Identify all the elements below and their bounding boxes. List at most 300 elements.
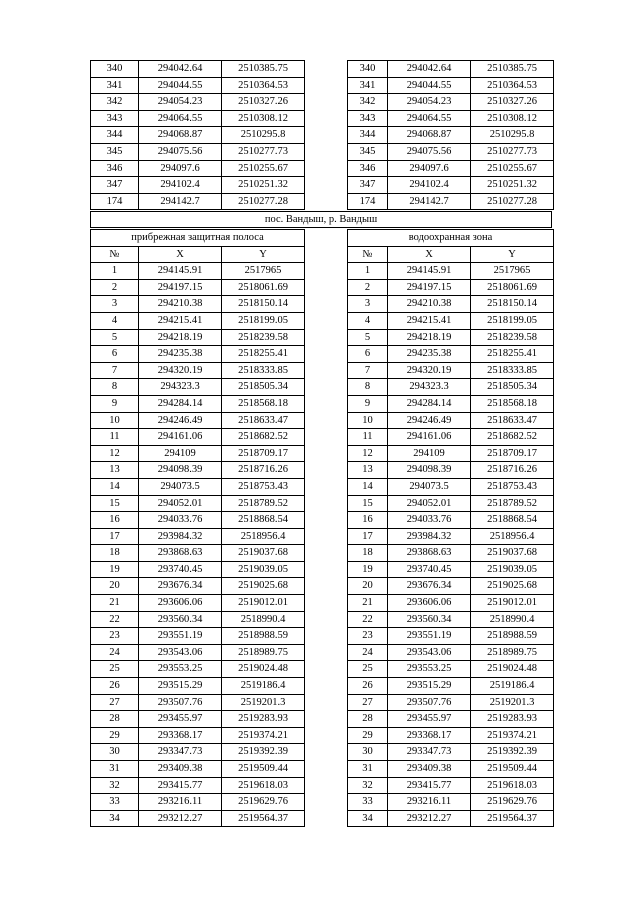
cell-x: 294064.55 [139,110,222,127]
cell-x: 294044.55 [388,77,471,94]
table-row [348,395,554,412]
cell-num: 10 [348,412,388,429]
table-row [91,711,305,728]
cell-num: 1 [348,263,388,280]
cell-y: 2519283.93 [222,711,305,728]
cell-y: 2518239.58 [222,329,305,346]
header-y: Y [471,246,554,263]
cell-x: 293868.63 [139,545,222,562]
cell-y: 2518333.85 [222,362,305,379]
cell-y: 2518716.26 [471,462,554,479]
cell-y: 2518789.52 [471,495,554,512]
table-row [348,661,554,678]
cell-y: 2518199.05 [222,312,305,329]
cell-num: 342 [348,94,388,111]
table-row [91,279,305,296]
cell-num: 29 [91,727,139,744]
cell-num: 32 [348,777,388,794]
cell-x: 293560.34 [388,611,471,628]
table-row [348,678,554,695]
cell-x: 294102.4 [139,177,222,194]
table-row [91,561,305,578]
table-row [348,263,554,280]
cell-y: 2518753.43 [471,478,554,495]
cell-x: 294109 [139,445,222,462]
table-row [91,644,305,661]
cell-num: 33 [348,794,388,811]
table-row [348,794,554,811]
cell-x: 294246.49 [139,412,222,429]
cell-num: 29 [348,727,388,744]
cell-y: 2510277.28 [471,193,554,210]
table-row [91,143,305,160]
coastal-protection-strip-table [90,229,305,827]
cell-num: 23 [348,628,388,645]
table-body [348,230,554,263]
cell-x: 294218.19 [139,329,222,346]
cell-num: 1 [91,263,139,280]
cell-num: 344 [348,127,388,144]
cell-num: 8 [91,379,139,396]
cell-num: 345 [91,143,139,160]
cell-num: 21 [91,595,139,612]
cell-num: 14 [348,478,388,495]
cell-x: 294197.15 [388,279,471,296]
table-row [348,744,554,761]
cell-x: 294075.56 [139,143,222,160]
cell-y: 2518199.05 [471,312,554,329]
cell-y: 2518682.52 [222,429,305,446]
cell-x: 293415.77 [139,777,222,794]
table-row [348,727,554,744]
cell-x: 294054.23 [388,94,471,111]
coordinates-table-top-right [347,60,554,210]
cell-y: 2519618.03 [222,777,305,794]
cell-num: 28 [348,711,388,728]
cell-y: 2510327.26 [222,94,305,111]
cell-y: 2518255.41 [222,346,305,363]
cell-x: 293409.38 [388,761,471,778]
cell-x: 294197.15 [139,279,222,296]
table-row [91,578,305,595]
cell-x: 293515.29 [388,678,471,695]
table-row [91,678,305,695]
cell-y: 2519374.21 [471,727,554,744]
cell-y: 2519039.05 [222,561,305,578]
cell-y: 2518956.4 [471,528,554,545]
cell-num: 341 [91,77,139,94]
cell-num: 346 [348,160,388,177]
cell-x: 294284.14 [388,395,471,412]
cell-y: 2519024.48 [222,661,305,678]
cell-y: 2510255.67 [471,160,554,177]
cell-x: 294033.76 [139,512,222,529]
cell-y: 2510251.32 [471,177,554,194]
table-row [91,628,305,645]
cell-x: 293676.34 [139,578,222,595]
cell-x: 293455.97 [388,711,471,728]
table-row [348,312,554,329]
cell-x: 294210.38 [388,296,471,313]
cell-y: 2519629.76 [471,794,554,811]
zone-title: прибрежная защитная полоса [91,230,305,247]
cell-y: 2519025.68 [471,578,554,595]
table-row [91,462,305,479]
cell-y: 2519186.4 [471,678,554,695]
cell-y: 2518709.17 [471,445,554,462]
cell-num: 4 [348,312,388,329]
cell-x: 294033.76 [388,512,471,529]
table-row [348,512,554,529]
table-row [91,312,305,329]
cell-num: 24 [91,644,139,661]
table-row [348,362,554,379]
cell-y: 2518709.17 [222,445,305,462]
cell-y: 2517965 [471,263,554,280]
cell-x: 294284.14 [139,395,222,412]
table-row [91,110,305,127]
table-row [91,346,305,363]
table-row [91,528,305,545]
cell-x: 294246.49 [388,412,471,429]
cell-y: 2518150.14 [471,296,554,313]
cell-num: 33 [91,794,139,811]
cell-y: 2519618.03 [471,777,554,794]
cell-x: 293676.34 [388,578,471,595]
table-row [91,362,305,379]
cell-x: 293415.77 [388,777,471,794]
cell-num: 347 [348,177,388,194]
cell-x: 293551.19 [388,628,471,645]
table-row [348,143,554,160]
cell-y: 2518150.14 [222,296,305,313]
cell-num: 22 [91,611,139,628]
cell-x: 293553.25 [388,661,471,678]
cell-num: 340 [348,61,388,78]
cell-y: 2519186.4 [222,678,305,695]
cell-num: 3 [91,296,139,313]
cell-y: 2518568.18 [222,395,305,412]
cell-x: 294097.6 [139,160,222,177]
cell-num: 31 [91,761,139,778]
table-body [91,263,305,827]
cell-x: 293212.27 [388,810,471,827]
cell-y: 2510277.28 [222,193,305,210]
cell-num: 7 [91,362,139,379]
table-row [348,478,554,495]
cell-y: 2518505.34 [471,379,554,396]
cell-num: 26 [348,678,388,695]
table-row [91,395,305,412]
header-row [348,246,554,263]
cell-num: 2 [348,279,388,296]
cell-y: 2518868.54 [471,512,554,529]
cell-num: 9 [91,395,139,412]
cell-x: 294320.19 [388,362,471,379]
cell-num: 27 [348,694,388,711]
cell-num: 34 [348,810,388,827]
table-row [91,761,305,778]
cell-y: 2518505.34 [222,379,305,396]
cell-y: 2518061.69 [222,279,305,296]
cell-y: 2510255.67 [222,160,305,177]
header-row [91,246,305,263]
table-row [348,545,554,562]
cell-y: 2518988.59 [471,628,554,645]
header-num: № [348,246,388,263]
cell-x: 293984.32 [139,528,222,545]
cell-y: 2519564.37 [222,810,305,827]
cell-x: 293216.11 [388,794,471,811]
cell-y: 2518753.43 [222,478,305,495]
cell-y: 2519509.44 [222,761,305,778]
cell-num: 5 [348,329,388,346]
cell-x: 294323.3 [388,379,471,396]
table-row [348,177,554,194]
cell-x: 293553.25 [139,661,222,678]
table-row [91,495,305,512]
cell-x: 294320.19 [139,362,222,379]
cell-num: 15 [91,495,139,512]
table-row [348,193,554,210]
cell-x: 294161.06 [139,429,222,446]
table-row [348,61,554,78]
cell-num: 22 [348,611,388,628]
cell-y: 2519201.3 [222,694,305,711]
table-body [91,61,305,210]
cell-x: 293216.11 [139,794,222,811]
cell-y: 2510295.8 [471,127,554,144]
cell-x: 294142.7 [139,193,222,210]
table-row [348,127,554,144]
cell-x: 293868.63 [388,545,471,562]
cell-y: 2518633.47 [471,412,554,429]
table-row [348,329,554,346]
cell-y: 2518789.52 [222,495,305,512]
cell-y: 2518633.47 [222,412,305,429]
cell-x: 294098.39 [388,462,471,479]
cell-x: 294215.41 [139,312,222,329]
cell-num: 16 [91,512,139,529]
table-row [91,160,305,177]
cell-y: 2518682.52 [471,429,554,446]
cell-num: 25 [348,661,388,678]
cell-num: 7 [348,362,388,379]
cell-x: 294097.6 [388,160,471,177]
zone-title-row [91,230,305,247]
cell-y: 2519025.68 [222,578,305,595]
cell-num: 344 [91,127,139,144]
cell-x: 294073.5 [388,478,471,495]
table-row [348,810,554,827]
table-row [348,595,554,612]
cell-y: 2518239.58 [471,329,554,346]
header-x: X [139,246,222,263]
table-row [348,694,554,711]
cell-num: 18 [348,545,388,562]
cell-y: 2518990.4 [471,611,554,628]
cell-x: 294218.19 [388,329,471,346]
cell-x: 294068.87 [388,127,471,144]
cell-x: 294064.55 [388,110,471,127]
table-row [91,193,305,210]
table-row [91,777,305,794]
table-row [348,777,554,794]
cell-x: 294235.38 [139,346,222,363]
cell-num: 3 [348,296,388,313]
cell-x: 294042.64 [388,61,471,78]
cell-num: 20 [348,578,388,595]
cell-num: 343 [348,110,388,127]
cell-num: 19 [91,561,139,578]
cell-num: 17 [91,528,139,545]
table-row [91,77,305,94]
cell-y: 2518568.18 [471,395,554,412]
cell-num: 13 [348,462,388,479]
table-row [91,661,305,678]
table-row [348,94,554,111]
cell-num: 9 [348,395,388,412]
table-body [348,263,554,827]
zone-title: водоохранная зона [348,230,554,247]
cell-y: 2519564.37 [471,810,554,827]
cell-y: 2519037.68 [471,545,554,562]
cell-num: 21 [348,595,388,612]
table-row [348,296,554,313]
cell-y: 2518868.54 [222,512,305,529]
table-row [348,711,554,728]
table-row [348,429,554,446]
cell-num: 19 [348,561,388,578]
table-row [348,495,554,512]
cell-num: 340 [91,61,139,78]
table-row [91,263,305,280]
cell-y: 2510251.32 [222,177,305,194]
cell-y: 2517965 [222,263,305,280]
cell-y: 2510277.73 [222,143,305,160]
table-row [91,412,305,429]
table-row [348,279,554,296]
table-row [348,611,554,628]
cell-y: 2518989.75 [222,644,305,661]
cell-x: 294323.3 [139,379,222,396]
cell-num: 342 [91,94,139,111]
table-body [348,61,554,210]
table-row [348,528,554,545]
table-row [348,628,554,645]
cell-y: 2519012.01 [471,595,554,612]
cell-num: 12 [91,445,139,462]
cell-x: 293347.73 [139,744,222,761]
cell-x: 293212.27 [139,810,222,827]
header-num: № [91,246,139,263]
cell-x: 294054.23 [139,94,222,111]
cell-x: 293507.76 [388,694,471,711]
table-row [91,545,305,562]
cell-num: 32 [91,777,139,794]
cell-y: 2519201.3 [471,694,554,711]
cell-y: 2519283.93 [471,711,554,728]
cell-num: 26 [91,678,139,695]
cell-y: 2519392.39 [222,744,305,761]
table-row [91,478,305,495]
cell-y: 2519392.39 [471,744,554,761]
header-x: X [388,246,471,263]
table-row [348,346,554,363]
cell-num: 17 [348,528,388,545]
cell-num: 30 [91,744,139,761]
cell-x: 294215.41 [388,312,471,329]
cell-y: 2519024.48 [471,661,554,678]
table-row [91,445,305,462]
table-row [91,611,305,628]
cell-x: 293347.73 [388,744,471,761]
cell-num: 25 [91,661,139,678]
cell-y: 2518990.4 [222,611,305,628]
cell-x: 293984.32 [388,528,471,545]
cell-num: 16 [348,512,388,529]
cell-y: 2519039.05 [471,561,554,578]
table-row [91,595,305,612]
cell-num: 4 [91,312,139,329]
cell-y: 2510385.75 [471,61,554,78]
cell-num: 5 [91,329,139,346]
cell-x: 293740.45 [388,561,471,578]
cell-num: 12 [348,445,388,462]
cell-num: 18 [91,545,139,562]
cell-x: 294109 [388,445,471,462]
table-row [348,160,554,177]
cell-x: 293551.19 [139,628,222,645]
cell-x: 294210.38 [139,296,222,313]
cell-y: 2519012.01 [222,595,305,612]
cell-x: 293455.97 [139,711,222,728]
cell-num: 27 [91,694,139,711]
table-row [91,296,305,313]
table-row [91,379,305,396]
table-row [91,512,305,529]
cell-y: 2510385.75 [222,61,305,78]
cell-num: 15 [348,495,388,512]
table-row [348,761,554,778]
table-row [348,379,554,396]
cell-num: 346 [91,160,139,177]
coordinates-table-top-left [90,60,305,210]
cell-num: 30 [348,744,388,761]
cell-num: 23 [91,628,139,645]
cell-y: 2518716.26 [222,462,305,479]
cell-num: 8 [348,379,388,396]
cell-y: 2510364.53 [471,77,554,94]
cell-x: 294042.64 [139,61,222,78]
cell-num: 13 [91,462,139,479]
table-row [91,727,305,744]
cell-x: 294098.39 [139,462,222,479]
cell-y: 2518956.4 [222,528,305,545]
table-row [348,110,554,127]
cell-y: 2510277.73 [471,143,554,160]
cell-x: 294145.91 [139,263,222,280]
cell-num: 347 [91,177,139,194]
cell-y: 2519509.44 [471,761,554,778]
zone-title-row [348,230,554,247]
cell-x: 294102.4 [388,177,471,194]
cell-x: 293560.34 [139,611,222,628]
cell-num: 20 [91,578,139,595]
cell-x: 293368.17 [388,727,471,744]
cell-x: 294073.5 [139,478,222,495]
cell-num: 174 [91,193,139,210]
